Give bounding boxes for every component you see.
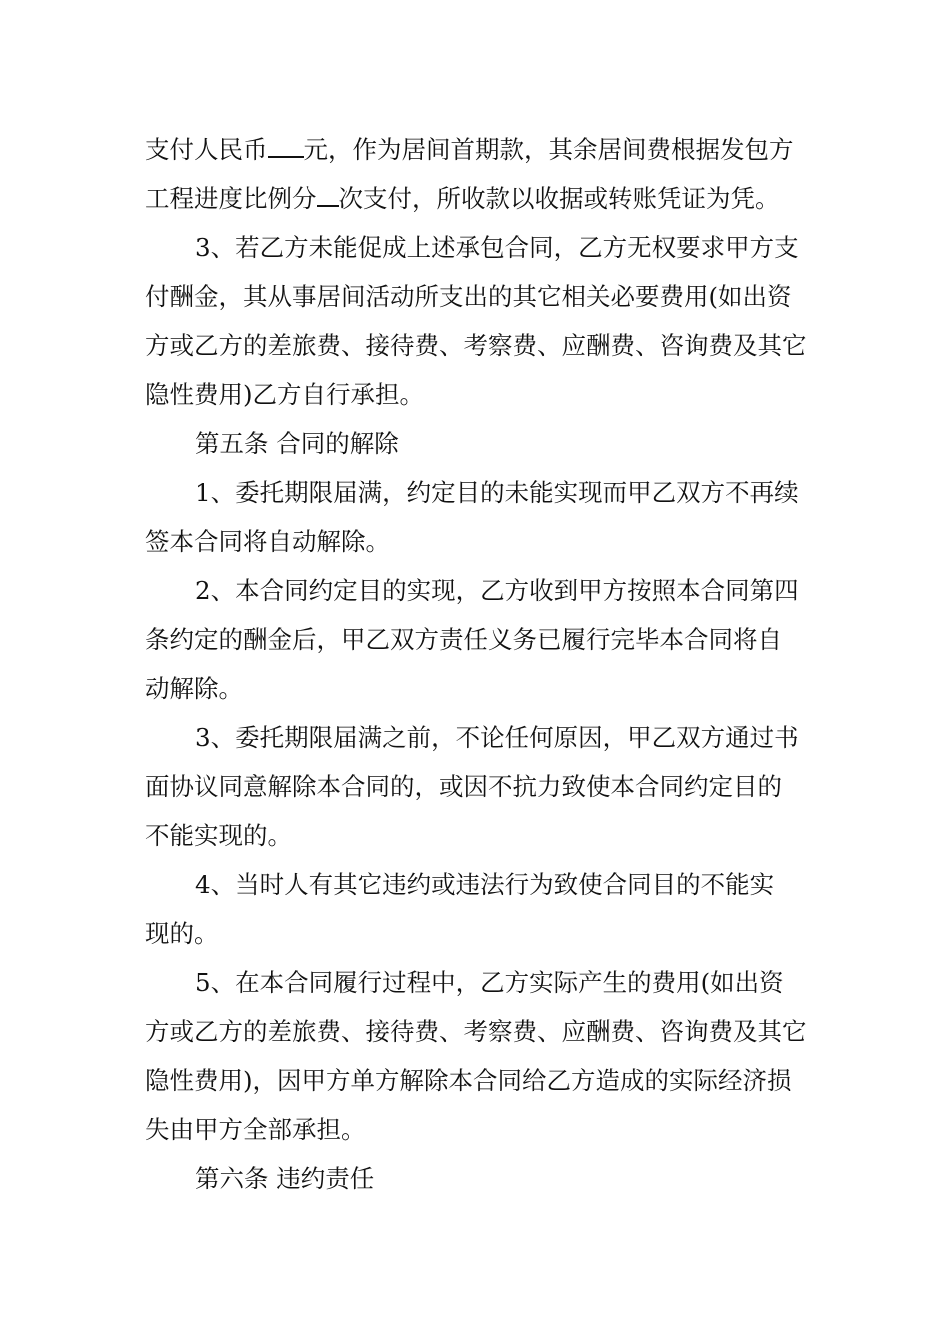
text-line: 不能实现的。 xyxy=(145,821,292,850)
text-line: 签本合同将自动解除。 xyxy=(145,527,390,556)
paragraph-first-line: 3、若乙方未能促成上述承包合同，乙方无权要求甲方支 xyxy=(195,233,799,262)
fill-in-blank xyxy=(268,130,304,158)
text-line: 隐性费用)，因甲方单方解除本合同给乙方造成的实际经济损 xyxy=(145,1066,792,1095)
text-line: 面协议同意解除本合同的，或因不抗力致使本合同约定目的 xyxy=(145,772,782,801)
text-line: 方或乙方的差旅费、接待费、考察费、应酬费、咨询费及其它 xyxy=(145,1017,807,1046)
text-segment: 元，作为居间首期款，其余居间费根据发包方 xyxy=(303,135,794,164)
text-line: 现的。 xyxy=(145,919,219,948)
text-line: 方或乙方的差旅费、接待费、考察费、应酬费、咨询费及其它 xyxy=(145,331,807,360)
paragraph-first-line: 2、本合同约定目的实现，乙方收到甲方按照本合同第四 xyxy=(195,576,799,605)
text-segment: 工程进度比例分 xyxy=(145,184,317,213)
section-heading: 第五条 合同的解除 xyxy=(195,429,399,458)
text-line xyxy=(145,179,825,219)
section-heading: 第六条 违约责任 xyxy=(195,1164,375,1193)
text-line: 失由甲方全部承担。 xyxy=(145,1115,366,1144)
text-line: 条约定的酬金后，甲乙双方责任义务已履行完毕本合同将自 xyxy=(145,625,782,654)
text-segment: 支付人民币 xyxy=(145,135,268,164)
paragraph-first-line: 5、在本合同履行过程中，乙方实际产生的费用(如出资 xyxy=(195,968,784,997)
fill-in-blank xyxy=(317,179,339,207)
paragraph-first-line: 1、委托期限届满，约定目的未能实现而甲乙双方不再续 xyxy=(195,478,799,507)
text-line: 动解除。 xyxy=(145,674,243,703)
text-line xyxy=(145,130,825,170)
text-line: 付酬金，其从事居间活动所支出的其它相关必要费用(如出资 xyxy=(145,282,792,311)
paragraph-first-line: 4、当时人有其它违约或违法行为致使合同目的不能实 xyxy=(195,870,775,899)
paragraph-first-line: 3、委托期限届满之前，不论任何原因，甲乙双方通过书 xyxy=(195,723,799,752)
text-segment: 次支付，所收款以收据或转账凭证为凭。 xyxy=(338,184,780,213)
text-line: 隐性费用)乙方自行承担。 xyxy=(145,380,425,409)
